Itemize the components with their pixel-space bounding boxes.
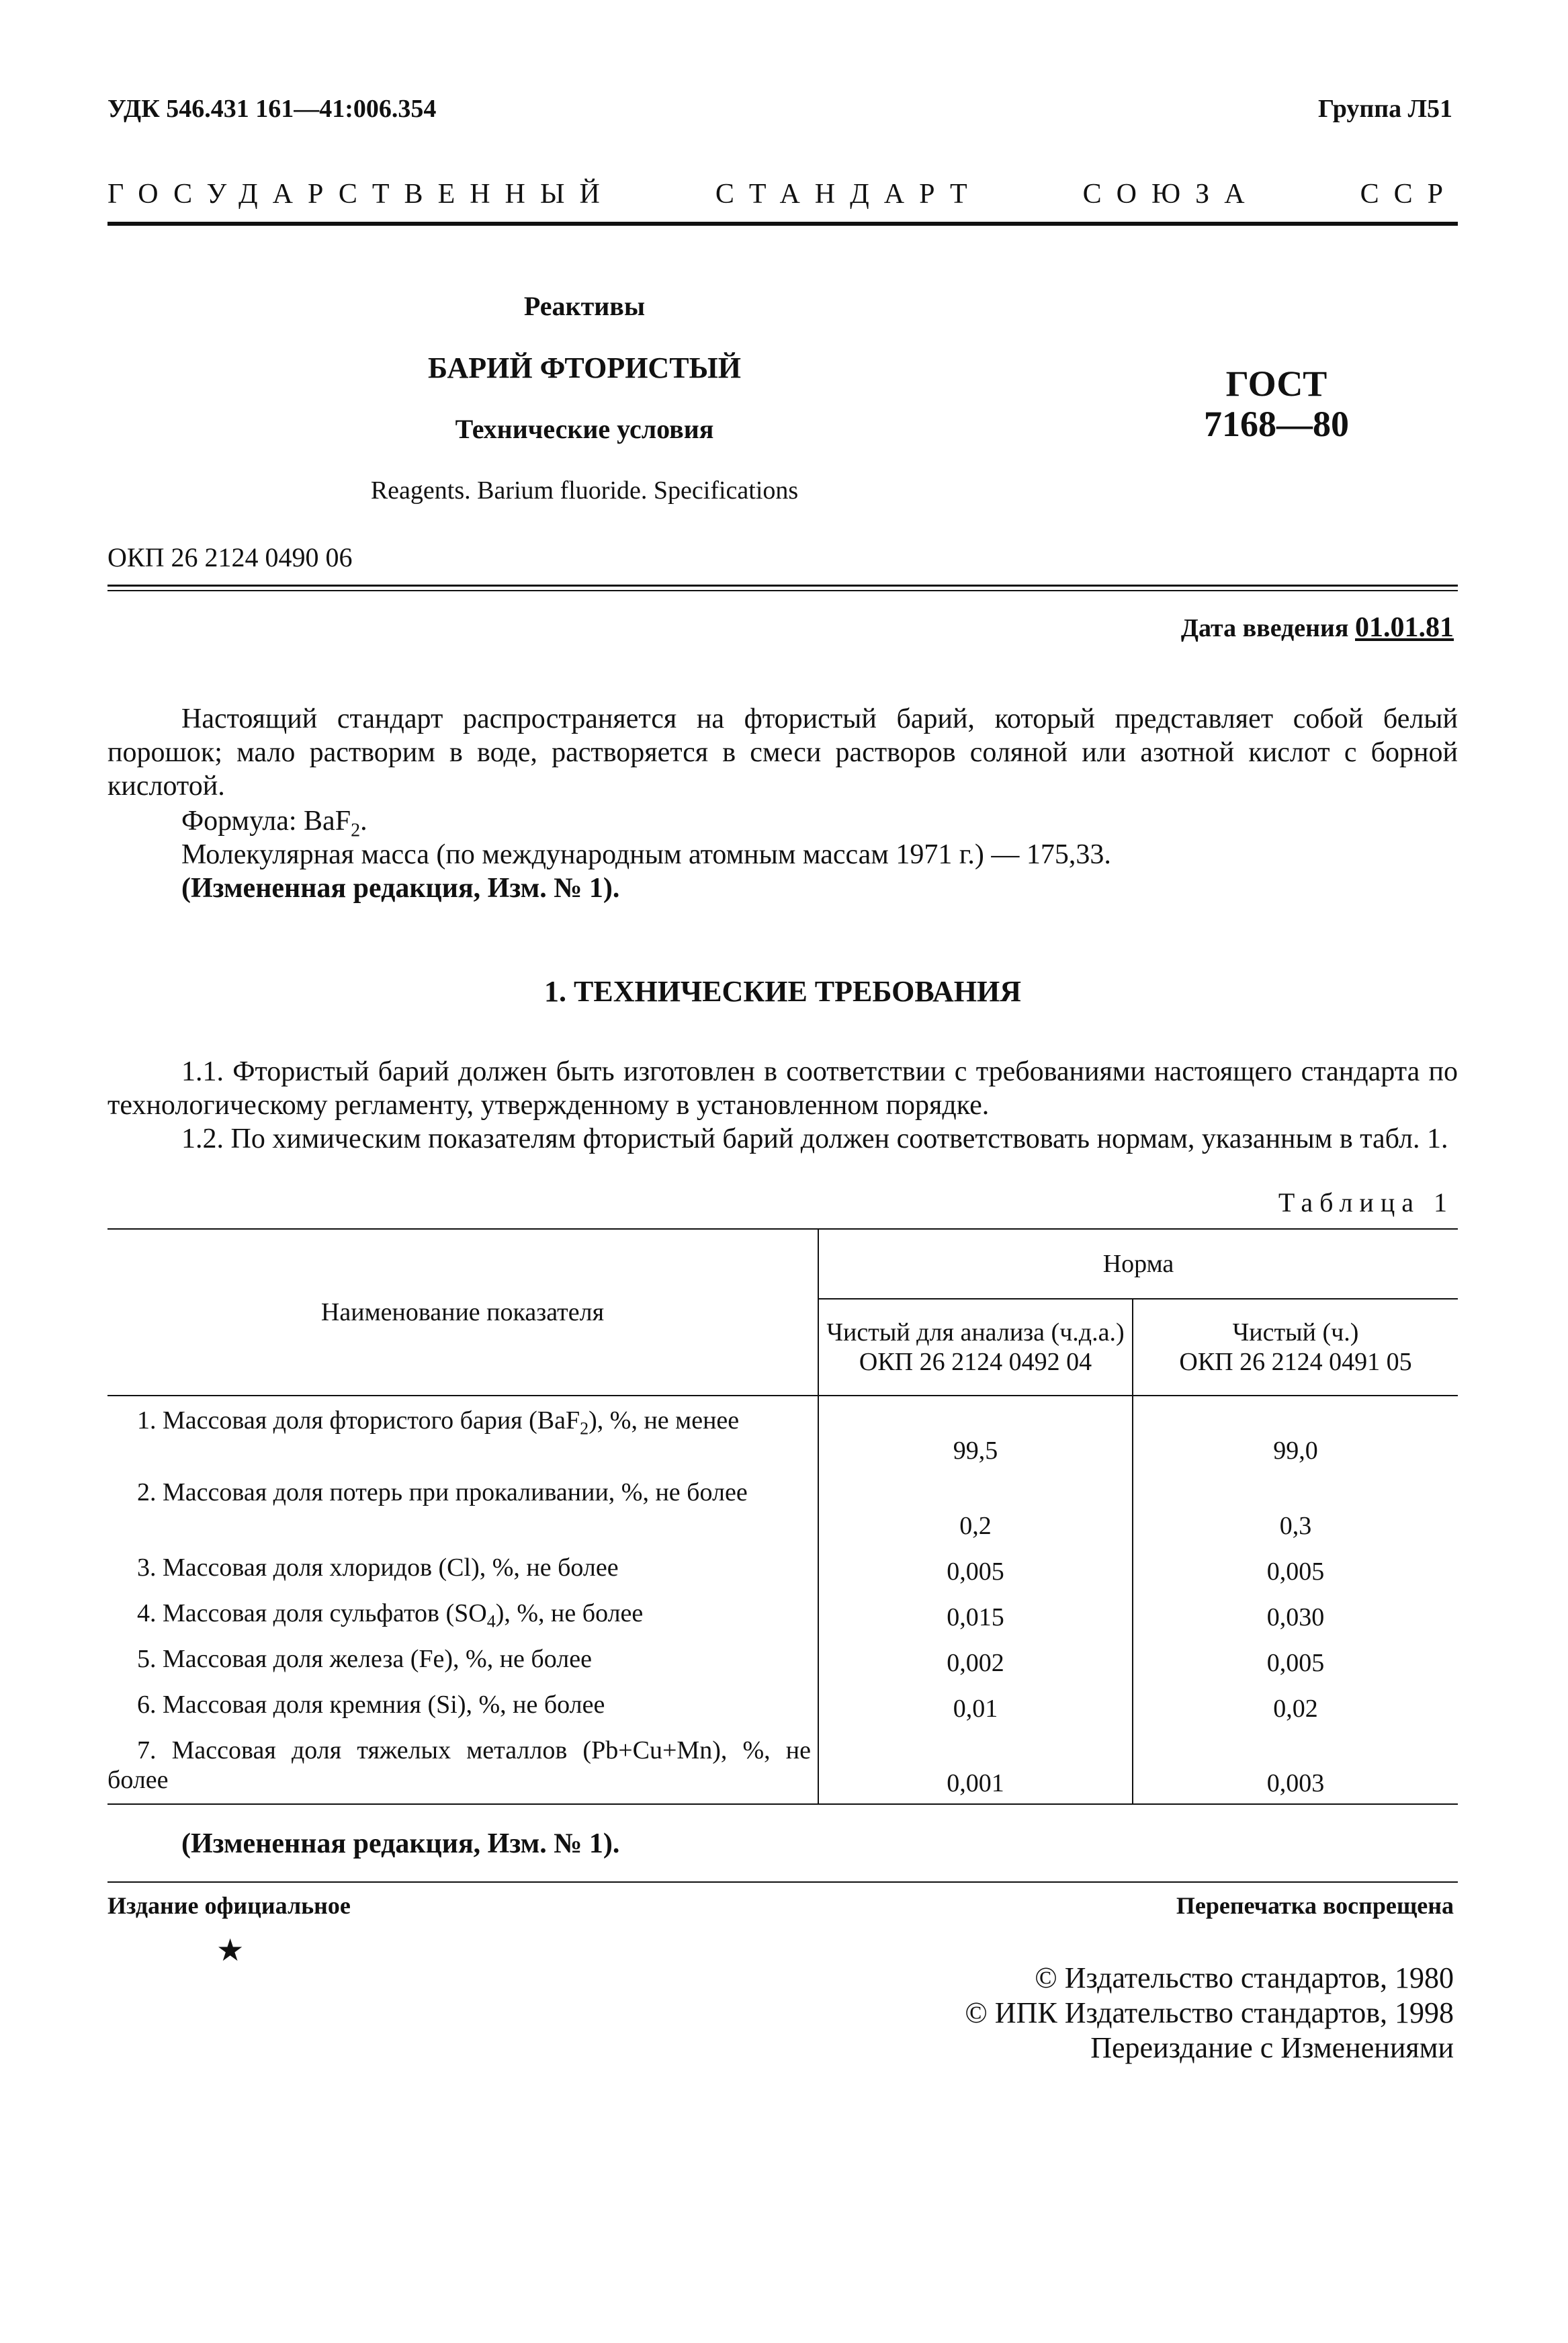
title-rule-bottom bbox=[107, 590, 1458, 591]
value-pure-analysis: 0,001 bbox=[818, 1729, 1133, 1804]
row-parameter-text-end: ), %, не более bbox=[495, 1599, 644, 1627]
value-pure-analysis: 0,01 bbox=[818, 1683, 1133, 1729]
header-rule bbox=[107, 222, 1458, 226]
formula-end: . bbox=[360, 806, 367, 837]
intro-paragraph: Настоящий стандарт распространяется на фтористый барий, который представляет собой белый порошок; мало растворим в воде, растворяется в смеси растворов соляной или азотной кислот с борной кислотой. bbox=[107, 704, 1458, 802]
title-rule-top bbox=[107, 585, 1458, 587]
banner-word-4: ССР bbox=[1360, 179, 1458, 210]
value-pure: 99,0 bbox=[1133, 1396, 1458, 1471]
section-heading: 1. ТЕХНИЧЕСКИЕ ТРЕБОВАНИЯ bbox=[544, 975, 1021, 1008]
table-row bbox=[107, 1546, 1458, 1592]
row-parameter-text: 5. Массовая доля железа (Fe), %, не более bbox=[137, 1645, 592, 1673]
row-parameter-text: 3. Массовая доля хлоридов (Cl), %, не более bbox=[137, 1553, 619, 1582]
intro-date bbox=[1181, 611, 1454, 644]
row-parameter bbox=[107, 1396, 818, 1471]
intro-date-value: 01.01.81 bbox=[1355, 612, 1454, 643]
intro-amendment: (Измененная редакция, Изм. № 1). bbox=[181, 873, 620, 904]
value-pure: 0,003 bbox=[1133, 1729, 1458, 1804]
value-pure-analysis: 0,2 bbox=[818, 1471, 1133, 1546]
udc-code: УДК 546.431 161—41:006.354 bbox=[107, 95, 437, 123]
state-standard-banner bbox=[107, 178, 1458, 210]
table-row bbox=[107, 1471, 1458, 1546]
banner-word-1: ГОСУДАРСТВЕННЫЙ bbox=[107, 179, 615, 210]
row-parameter-text: 4. Массовая доля сульфатов (SO bbox=[137, 1599, 487, 1627]
header-pure-analysis-title: Чистый для анализа (ч.д.а.) bbox=[826, 1318, 1125, 1347]
header-pure bbox=[1133, 1299, 1458, 1396]
value-pure: 0,3 bbox=[1133, 1471, 1458, 1546]
value-pure: 0,005 bbox=[1133, 1546, 1458, 1592]
clause-1-1: 1.1. Фтористый барий должен быть изготовлен в соответствии с требованиями настоящего стандарта по технологическому регламенту, утвержденному в установленном порядке. bbox=[107, 1056, 1458, 1121]
row-parameter-text: 2. Массовая доля потерь при прокаливании, %, не более bbox=[137, 1478, 748, 1506]
gost-label: ГОСТ bbox=[1225, 364, 1327, 404]
formula-label: Формула: BaF bbox=[181, 806, 351, 837]
value-pure: 0,005 bbox=[1133, 1637, 1458, 1683]
header-pure-title: Чистый (ч.) bbox=[1232, 1318, 1359, 1347]
row-parameter bbox=[107, 1471, 818, 1546]
row-parameter-text: 6. Массовая доля кремния (Si), %, не более bbox=[137, 1691, 605, 1719]
row-parameter-subscript: 2 bbox=[580, 1418, 589, 1439]
table-1 bbox=[107, 1228, 1458, 1805]
clause-1-2: 1.2. По химическим показателям фтористый барий должен соответствовать нормам, указанным в табл. 1. bbox=[181, 1123, 1448, 1154]
no-reprint: Перепечатка воспрещена bbox=[1176, 1892, 1454, 1919]
header-parameter: Наименование показателя bbox=[107, 1229, 818, 1396]
copyright-block bbox=[965, 1961, 1454, 2065]
gost-number: 7168—80 bbox=[1204, 404, 1349, 444]
row-parameter bbox=[107, 1637, 818, 1683]
value-pure: 0,030 bbox=[1133, 1592, 1458, 1637]
table-row bbox=[107, 1637, 1458, 1683]
value-pure-analysis: 0,005 bbox=[818, 1546, 1133, 1592]
table-row bbox=[107, 1396, 1458, 1471]
table-amendment: (Измененная редакция, Изм. № 1). bbox=[181, 1828, 620, 1859]
okp-code: ОКП 26 2124 0490 06 bbox=[107, 542, 353, 572]
copyright-1980: © Издательство стандартов, 1980 bbox=[1035, 1961, 1454, 1994]
value-pure-analysis: 0,002 bbox=[818, 1637, 1133, 1683]
group-code: Группа Л51 bbox=[1317, 95, 1452, 123]
banner-word-2: СТАНДАРТ bbox=[715, 179, 982, 210]
header-pure-analysis-okp: ОКП 26 2124 0492 04 bbox=[859, 1348, 1092, 1376]
doc-title: БАРИЙ ФТОРИСТЫЙ bbox=[428, 351, 741, 384]
header-pure-analysis bbox=[818, 1299, 1133, 1396]
english-title: Reagents. Barium fluoride. Specifications bbox=[370, 476, 799, 505]
row-parameter-subscript: 4 bbox=[486, 1611, 496, 1631]
row-parameter bbox=[107, 1683, 818, 1729]
doc-category: Реактивы bbox=[523, 291, 646, 321]
intro-date-label: Дата введения bbox=[1180, 614, 1349, 642]
formula-subscript: 2 bbox=[351, 820, 361, 841]
row-parameter-text-end: ), %, не менее bbox=[589, 1406, 740, 1435]
value-pure-analysis: 99,5 bbox=[818, 1396, 1133, 1471]
header-norm: Норма bbox=[818, 1229, 1458, 1299]
table-row bbox=[107, 1683, 1458, 1729]
reissue-note: Переиздание с Изменениями bbox=[1090, 2031, 1454, 2064]
banner-word-3: СОЮЗА bbox=[1082, 179, 1260, 210]
doc-subtitle: Технические условия bbox=[455, 414, 714, 444]
row-parameter bbox=[107, 1729, 818, 1804]
value-pure-analysis: 0,015 bbox=[818, 1592, 1133, 1637]
row-parameter-text: 1. Массовая доля фтористого бария (BaF bbox=[137, 1406, 580, 1435]
molar-mass: Молекулярная масса (по международным атомным массам 1971 г.) — 175,33. bbox=[181, 839, 1111, 870]
copyright-1998: © ИПК Издательство стандартов, 1998 bbox=[965, 1996, 1454, 2029]
star-icon: ★ bbox=[216, 1933, 245, 1967]
official-edition: Издание официальное bbox=[107, 1892, 351, 1919]
table-row bbox=[107, 1592, 1458, 1637]
table-caption: Таблица 1 bbox=[1278, 1187, 1454, 1218]
header-pure-okp: ОКП 26 2124 0491 05 bbox=[1179, 1348, 1412, 1376]
row-parameter bbox=[107, 1546, 818, 1592]
row-parameter-text: 7. Массовая доля тяжелых металлов (Pb+Cu+Mn), %, не более bbox=[107, 1736, 811, 1794]
row-parameter bbox=[107, 1592, 818, 1637]
footer-rule bbox=[107, 1881, 1458, 1883]
value-pure: 0,02 bbox=[1133, 1683, 1458, 1729]
table-row bbox=[107, 1729, 1458, 1804]
